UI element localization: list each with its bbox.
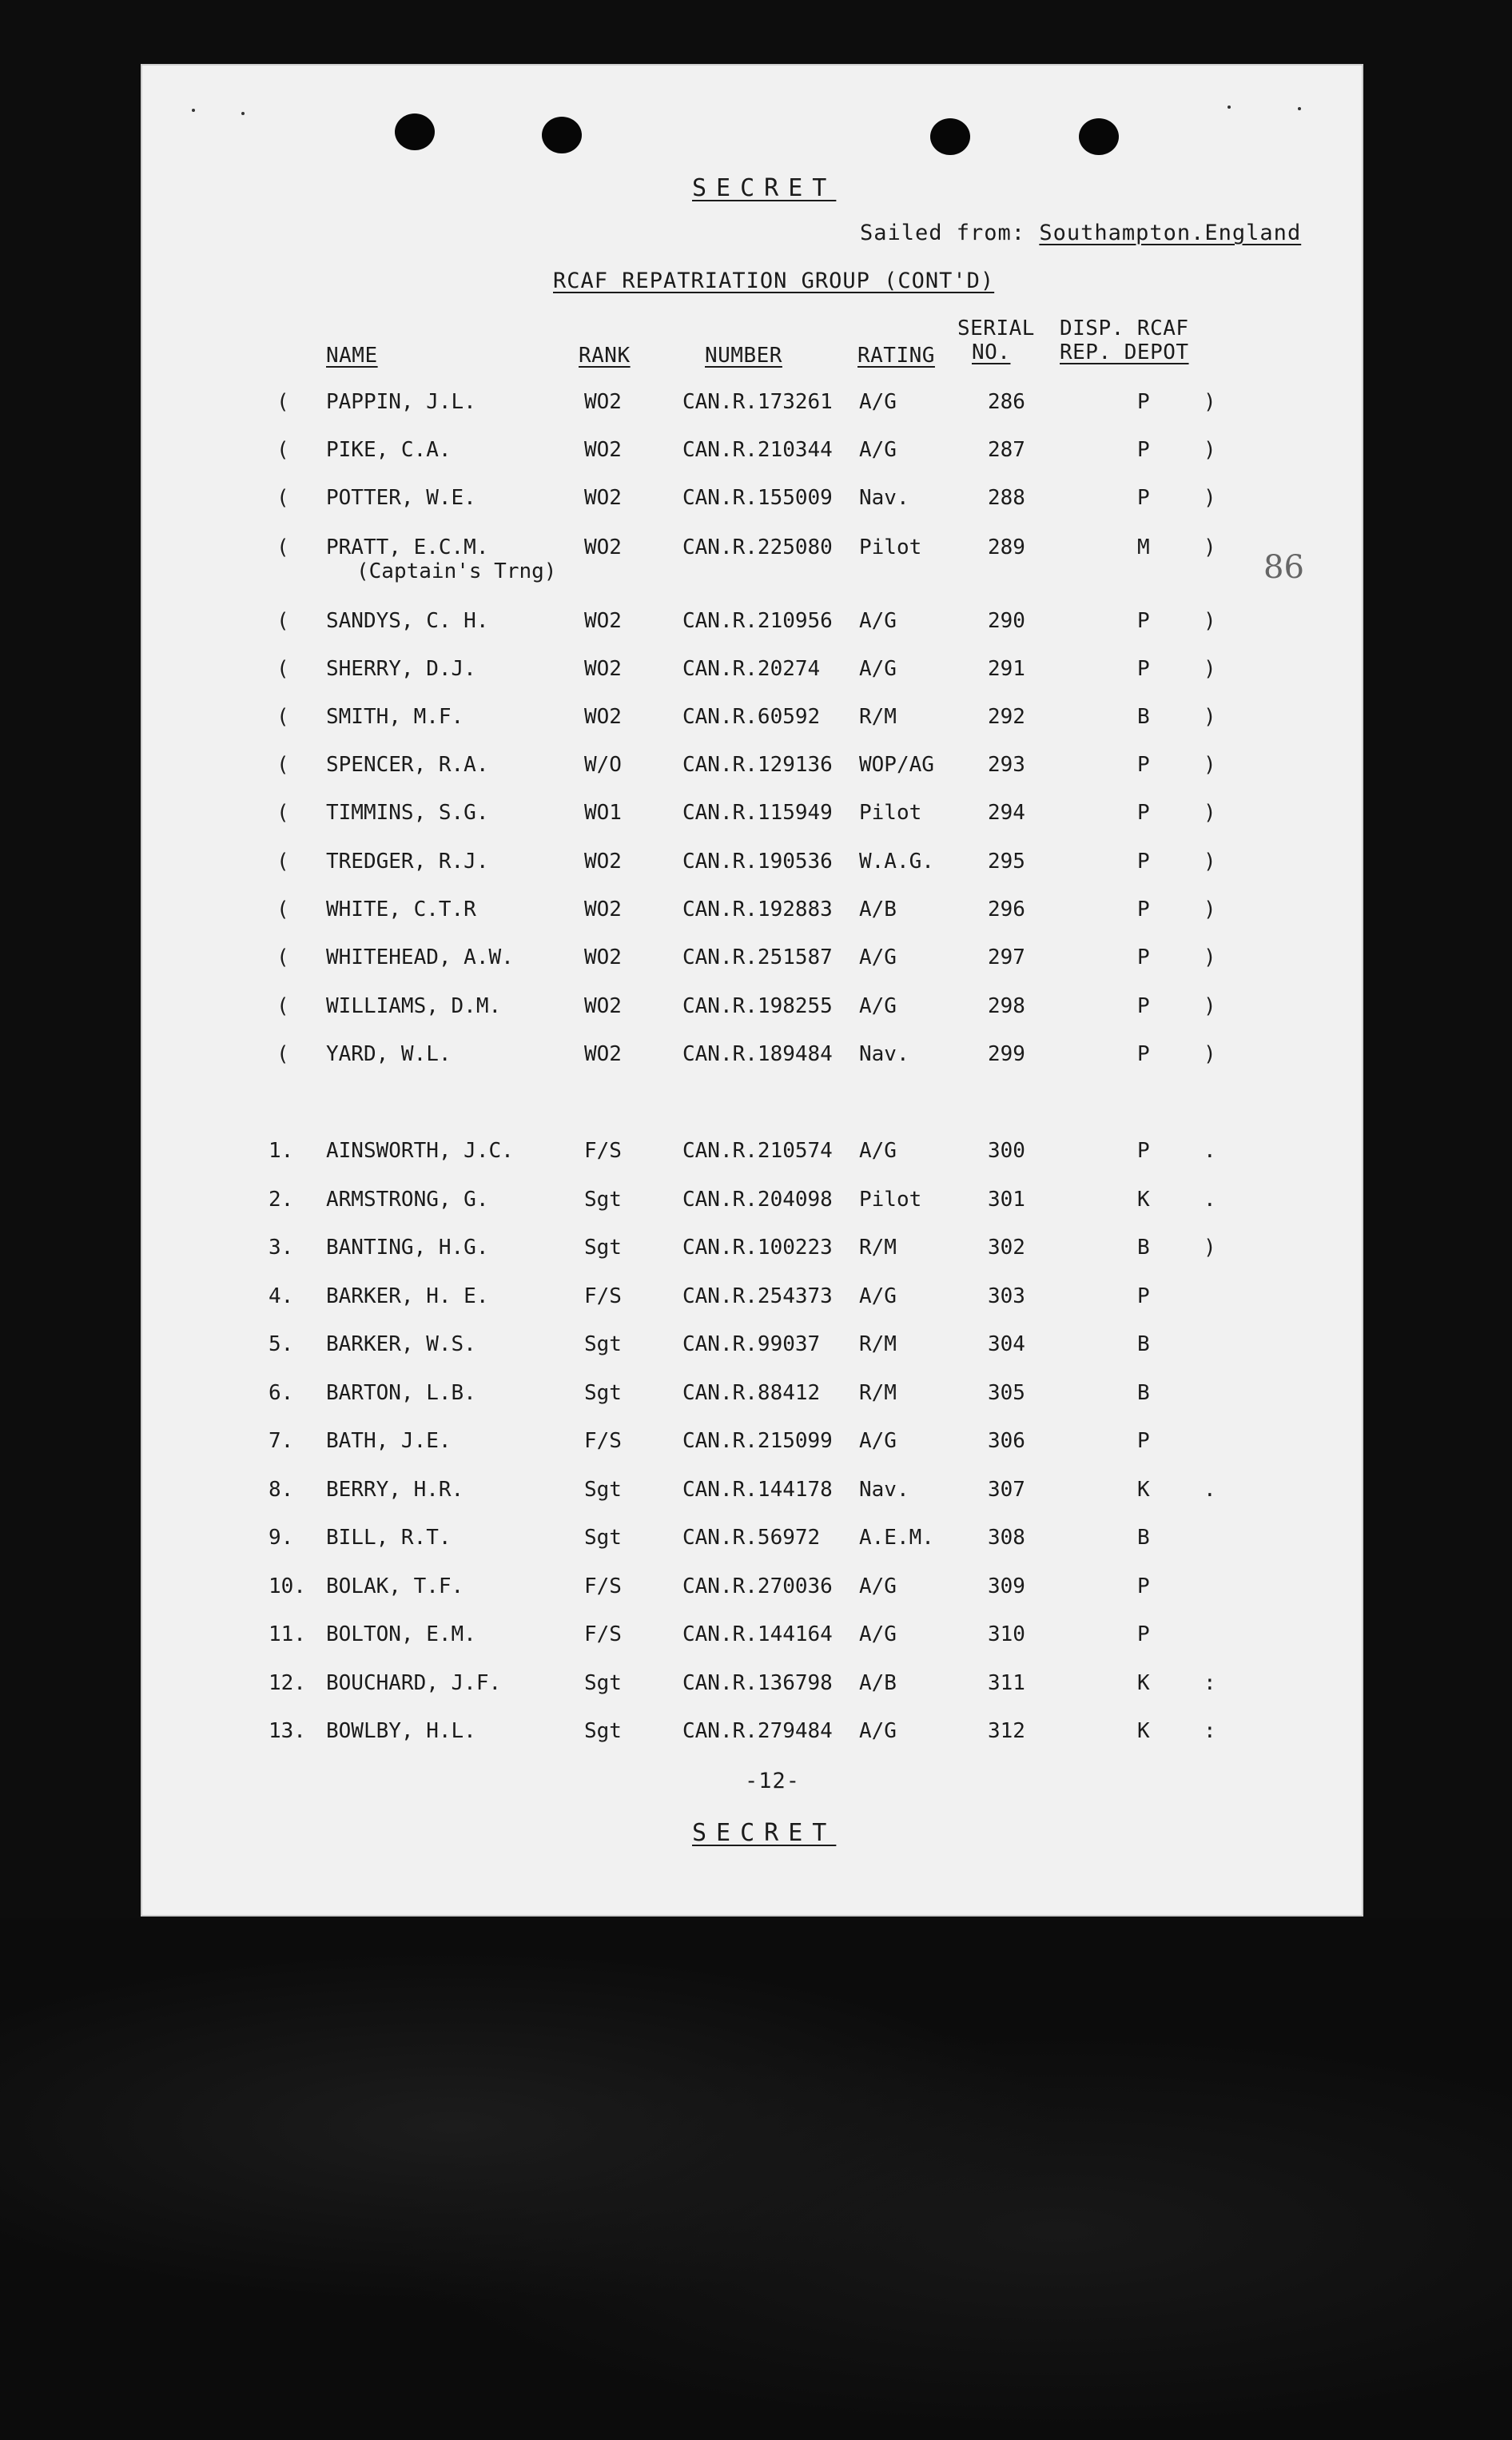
row-rank: W/O bbox=[584, 753, 622, 777]
row-rating: A/B bbox=[859, 898, 897, 921]
table-row bbox=[141, 994, 1363, 1039]
row-depot: P bbox=[1137, 1429, 1150, 1453]
row-number: CAN.R.99037 bbox=[682, 1332, 821, 1356]
row-rating: A/G bbox=[859, 1284, 897, 1308]
margin-page-note: 86 bbox=[1263, 549, 1304, 586]
table-row bbox=[141, 535, 1363, 583]
row-name: TIMMINS, S.G. bbox=[326, 801, 489, 825]
row-name: WILLIAMS, D.M. bbox=[326, 994, 502, 1018]
row-rank: WO1 bbox=[584, 801, 622, 825]
col-header-disp-1: DISP. RCAF bbox=[1060, 316, 1189, 340]
row-index: 2. bbox=[269, 1188, 294, 1212]
row-open-bracket: ( bbox=[277, 801, 289, 825]
row-index: 9. bbox=[269, 1526, 294, 1550]
row-open-bracket: ( bbox=[277, 609, 289, 633]
row-name: PAPPIN, J.L. bbox=[326, 390, 476, 414]
row-rank: WO2 bbox=[584, 609, 622, 633]
row-depot: P bbox=[1137, 801, 1150, 825]
row-number: CAN.R.192883 bbox=[682, 898, 833, 921]
row-depot: P bbox=[1137, 994, 1150, 1018]
row-depot: P bbox=[1137, 1139, 1150, 1163]
row-index: 8. bbox=[269, 1478, 294, 1502]
row-rating: Nav. bbox=[859, 1042, 909, 1066]
row-number: CAN.R.144178 bbox=[682, 1478, 833, 1502]
row-depot: P bbox=[1137, 945, 1150, 969]
row-name: BANTING, H.G. bbox=[326, 1236, 489, 1260]
row-serial: 307 bbox=[988, 1478, 1025, 1502]
row-rating: A/G bbox=[859, 1622, 897, 1646]
row-depot: B bbox=[1137, 1381, 1150, 1405]
col-header-rank: RANK bbox=[579, 344, 631, 368]
row-depot: K bbox=[1137, 1478, 1150, 1502]
row-close-bracket: ) bbox=[1204, 945, 1216, 969]
sailed-from bbox=[860, 221, 1301, 245]
row-rating: WOP/AG bbox=[859, 753, 934, 777]
row-open-bracket: ( bbox=[277, 1042, 289, 1066]
row-depot: P bbox=[1137, 850, 1150, 874]
row-rank: Sgt bbox=[584, 1526, 622, 1550]
punch-hole-3 bbox=[930, 118, 970, 155]
group-title: RCAF REPATRIATION GROUP (CONT'D) bbox=[553, 269, 995, 293]
row-close-mark: . bbox=[1204, 1188, 1216, 1212]
row-index: 7. bbox=[269, 1429, 294, 1453]
row-number: CAN.R.225080 bbox=[682, 535, 833, 559]
row-number: CAN.R.129136 bbox=[682, 753, 833, 777]
col-header-number: NUMBER bbox=[705, 344, 782, 368]
row-name-note: (Captain's Trng) bbox=[356, 559, 557, 583]
row-name: BOUCHARD, J.F. bbox=[326, 1671, 502, 1695]
row-open-bracket: ( bbox=[277, 438, 289, 462]
punch-hole-4 bbox=[1079, 118, 1119, 155]
row-name: SHERRY, D.J. bbox=[326, 657, 476, 681]
row-number: CAN.R.56972 bbox=[682, 1526, 821, 1550]
row-rank: F/S bbox=[584, 1622, 622, 1646]
table-row bbox=[141, 705, 1363, 750]
row-serial: 309 bbox=[988, 1574, 1025, 1598]
row-serial: 310 bbox=[988, 1622, 1025, 1646]
row-rating: A/G bbox=[859, 390, 897, 414]
row-rating: R/M bbox=[859, 1236, 897, 1260]
row-close-bracket: ) bbox=[1204, 705, 1216, 729]
row-name: SPENCER, R.A. bbox=[326, 753, 489, 777]
row-rank: WO2 bbox=[584, 850, 622, 874]
table-row bbox=[141, 1429, 1363, 1474]
col-header-name: NAME bbox=[326, 344, 378, 368]
row-number: CAN.R.100223 bbox=[682, 1236, 833, 1260]
row-serial: 299 bbox=[988, 1042, 1025, 1066]
row-serial: 287 bbox=[988, 438, 1025, 462]
row-rank: F/S bbox=[584, 1574, 622, 1598]
col-header-serial-2: NO. bbox=[972, 340, 1011, 364]
table-row bbox=[141, 657, 1363, 702]
row-close-bracket: ) bbox=[1204, 438, 1216, 462]
row-open-bracket: ( bbox=[277, 898, 289, 921]
row-open-bracket: ( bbox=[277, 657, 289, 681]
row-close-mark: ) bbox=[1204, 1236, 1216, 1260]
table-row bbox=[141, 486, 1363, 531]
row-open-bracket: ( bbox=[277, 994, 289, 1018]
row-rank: WO2 bbox=[584, 945, 622, 969]
row-rating: A/G bbox=[859, 657, 897, 681]
row-serial: 304 bbox=[988, 1332, 1025, 1356]
row-number: CAN.R.189484 bbox=[682, 1042, 833, 1066]
row-close-bracket: ) bbox=[1204, 1042, 1216, 1066]
row-number: CAN.R.279484 bbox=[682, 1719, 833, 1743]
row-depot: B bbox=[1137, 1526, 1150, 1550]
row-depot: P bbox=[1137, 1622, 1150, 1646]
table-row bbox=[141, 1574, 1363, 1619]
row-close-mark: : bbox=[1204, 1719, 1216, 1743]
col-header-rating: RATING bbox=[857, 344, 935, 368]
row-serial: 292 bbox=[988, 705, 1025, 729]
row-serial: 291 bbox=[988, 657, 1025, 681]
row-serial: 303 bbox=[988, 1284, 1025, 1308]
row-close-bracket: ) bbox=[1204, 753, 1216, 777]
row-index: 6. bbox=[269, 1381, 294, 1405]
row-close-mark: : bbox=[1204, 1671, 1216, 1695]
col-header-disp-2: REP. DEPOT bbox=[1060, 340, 1189, 364]
row-index: 11. bbox=[269, 1622, 306, 1646]
row-rating: R/M bbox=[859, 705, 897, 729]
row-rating: W.A.G. bbox=[859, 850, 934, 874]
row-rating: R/M bbox=[859, 1381, 897, 1405]
table-row bbox=[141, 390, 1363, 435]
row-rating: A/G bbox=[859, 945, 897, 969]
row-number: CAN.R.210574 bbox=[682, 1139, 833, 1163]
row-index: 10. bbox=[269, 1574, 306, 1598]
row-number: CAN.R.60592 bbox=[682, 705, 821, 729]
row-serial: 288 bbox=[988, 486, 1025, 510]
row-rank: Sgt bbox=[584, 1236, 622, 1260]
table-row bbox=[141, 1478, 1363, 1523]
row-open-bracket: ( bbox=[277, 753, 289, 777]
row-name: PIKE, C.A. bbox=[326, 438, 452, 462]
row-close-bracket: ) bbox=[1204, 994, 1216, 1018]
row-serial: 293 bbox=[988, 753, 1025, 777]
row-rank: Sgt bbox=[584, 1478, 622, 1502]
row-open-bracket: ( bbox=[277, 705, 289, 729]
speck bbox=[192, 109, 195, 112]
row-name: BARKER, H. E. bbox=[326, 1284, 489, 1308]
row-depot: B bbox=[1137, 1236, 1150, 1260]
row-depot: P bbox=[1137, 609, 1150, 633]
row-number: CAN.R.254373 bbox=[682, 1284, 833, 1308]
scanner-background bbox=[0, 1918, 1512, 2440]
row-rating: A/G bbox=[859, 438, 897, 462]
row-rating: A/G bbox=[859, 1139, 897, 1163]
row-number: CAN.R.204098 bbox=[682, 1188, 833, 1212]
table-row bbox=[141, 1622, 1363, 1667]
row-rank: WO2 bbox=[584, 898, 622, 921]
speck bbox=[1228, 105, 1231, 109]
document-page bbox=[141, 64, 1363, 1917]
row-name: TREDGER, R.J. bbox=[326, 850, 489, 874]
row-name: WHITE, C.T.R bbox=[326, 898, 476, 921]
col-header-serial-1: SERIAL bbox=[957, 316, 1035, 340]
table-row bbox=[141, 1332, 1363, 1377]
row-close-bracket: ) bbox=[1204, 609, 1216, 633]
row-rank: WO2 bbox=[584, 438, 622, 462]
row-open-bracket: ( bbox=[277, 390, 289, 414]
row-number: CAN.R.136798 bbox=[682, 1671, 833, 1695]
row-index: 12. bbox=[269, 1671, 306, 1695]
row-rating: A/G bbox=[859, 609, 897, 633]
row-open-bracket: ( bbox=[277, 850, 289, 874]
top-secret-stamp: SECRET bbox=[692, 174, 837, 202]
row-serial: 286 bbox=[988, 390, 1025, 414]
row-close-bracket: ) bbox=[1204, 657, 1216, 681]
row-rating: A.E.M. bbox=[859, 1526, 934, 1550]
row-number: CAN.R.173261 bbox=[682, 390, 833, 414]
table-row bbox=[141, 1381, 1363, 1426]
table-row bbox=[141, 1236, 1363, 1280]
row-name: BERRY, H.R. bbox=[326, 1478, 464, 1502]
sailed-place: Southampton.England bbox=[1039, 221, 1302, 245]
row-name: POTTER, W.E. bbox=[326, 486, 476, 510]
row-number: CAN.R.20274 bbox=[682, 657, 821, 681]
row-rank: WO2 bbox=[584, 994, 622, 1018]
row-depot: P bbox=[1137, 1574, 1150, 1598]
row-serial: 311 bbox=[988, 1671, 1025, 1695]
row-open-bracket: ( bbox=[277, 486, 289, 510]
row-serial: 296 bbox=[988, 898, 1025, 921]
row-number: CAN.R.144164 bbox=[682, 1622, 833, 1646]
row-rank: WO2 bbox=[584, 1042, 622, 1066]
row-number: CAN.R.198255 bbox=[682, 994, 833, 1018]
row-close-bracket: ) bbox=[1204, 850, 1216, 874]
row-serial: 297 bbox=[988, 945, 1025, 969]
row-serial: 294 bbox=[988, 801, 1025, 825]
row-name: BATH, J.E. bbox=[326, 1429, 452, 1453]
row-number: CAN.R.115949 bbox=[682, 801, 833, 825]
table-row bbox=[141, 1139, 1363, 1184]
row-rank: F/S bbox=[584, 1284, 622, 1308]
row-serial: 306 bbox=[988, 1429, 1025, 1453]
row-depot: P bbox=[1137, 438, 1150, 462]
row-serial: 300 bbox=[988, 1139, 1025, 1163]
row-rating: A/G bbox=[859, 994, 897, 1018]
row-depot: M bbox=[1137, 535, 1150, 559]
row-name: BARTON, L.B. bbox=[326, 1381, 476, 1405]
row-close-bracket: ) bbox=[1204, 898, 1216, 921]
row-name: BILL, R.T. bbox=[326, 1526, 452, 1550]
row-name: SANDYS, C. H. bbox=[326, 609, 489, 633]
row-name: BOLTON, E.M. bbox=[326, 1622, 476, 1646]
row-name: AINSWORTH, J.C. bbox=[326, 1139, 514, 1163]
row-serial: 298 bbox=[988, 994, 1025, 1018]
row-rating: Pilot bbox=[859, 535, 922, 559]
row-rank: Sgt bbox=[584, 1381, 622, 1405]
punch-hole-2 bbox=[542, 117, 582, 153]
row-index: 13. bbox=[269, 1719, 306, 1743]
row-rank: WO2 bbox=[584, 486, 622, 510]
row-rating: Nav. bbox=[859, 486, 909, 510]
row-rank: F/S bbox=[584, 1139, 622, 1163]
row-number: CAN.R.251587 bbox=[682, 945, 833, 969]
row-depot: P bbox=[1137, 657, 1150, 681]
row-name: WHITEHEAD, A.W. bbox=[326, 945, 514, 969]
page-number: -12- bbox=[745, 1769, 801, 1793]
row-serial: 290 bbox=[988, 609, 1025, 633]
row-rank: Sgt bbox=[584, 1719, 622, 1743]
row-serial: 305 bbox=[988, 1381, 1025, 1405]
row-number: CAN.R.155009 bbox=[682, 486, 833, 510]
speck bbox=[241, 112, 245, 115]
row-depot: P bbox=[1137, 390, 1150, 414]
row-number: CAN.R.270036 bbox=[682, 1574, 833, 1598]
row-name: BARKER, W.S. bbox=[326, 1332, 476, 1356]
table-row bbox=[141, 1671, 1363, 1716]
row-depot: P bbox=[1137, 898, 1150, 921]
row-close-bracket: ) bbox=[1204, 486, 1216, 510]
row-depot: P bbox=[1137, 753, 1150, 777]
row-name: YARD, W.L. bbox=[326, 1042, 452, 1066]
row-depot: K bbox=[1137, 1188, 1150, 1212]
row-serial: 308 bbox=[988, 1526, 1025, 1550]
row-serial: 312 bbox=[988, 1719, 1025, 1743]
row-number: CAN.R.210956 bbox=[682, 609, 833, 633]
row-open-bracket: ( bbox=[277, 945, 289, 969]
row-rank: WO2 bbox=[584, 705, 622, 729]
sailed-label: Sailed from: bbox=[860, 221, 1026, 245]
row-rank: WO2 bbox=[584, 390, 622, 414]
row-rating: Pilot bbox=[859, 801, 922, 825]
row-number: CAN.R.88412 bbox=[682, 1381, 821, 1405]
row-close-bracket: ) bbox=[1204, 390, 1216, 414]
row-rank: F/S bbox=[584, 1429, 622, 1453]
table-row bbox=[141, 945, 1363, 990]
table-row bbox=[141, 1284, 1363, 1329]
speck bbox=[1298, 107, 1301, 110]
row-open-bracket: ( bbox=[277, 535, 289, 559]
row-number: CAN.R.215099 bbox=[682, 1429, 833, 1453]
punch-hole-1 bbox=[395, 113, 435, 150]
row-index: 3. bbox=[269, 1236, 294, 1260]
row-rating: Pilot bbox=[859, 1188, 922, 1212]
table-row bbox=[141, 753, 1363, 798]
row-rating: A/B bbox=[859, 1671, 897, 1695]
table-row bbox=[141, 1042, 1363, 1087]
row-depot: K bbox=[1137, 1671, 1150, 1695]
row-depot: P bbox=[1137, 1042, 1150, 1066]
row-rank: WO2 bbox=[584, 657, 622, 681]
row-rating: A/G bbox=[859, 1429, 897, 1453]
row-close-bracket: ) bbox=[1204, 535, 1216, 559]
row-serial: 301 bbox=[988, 1188, 1025, 1212]
row-serial: 289 bbox=[988, 535, 1025, 559]
row-name: PRATT, E.C.M. bbox=[326, 535, 489, 559]
row-number: CAN.R.190536 bbox=[682, 850, 833, 874]
row-serial: 295 bbox=[988, 850, 1025, 874]
row-depot: B bbox=[1137, 705, 1150, 729]
row-close-bracket: ) bbox=[1204, 801, 1216, 825]
table-row bbox=[141, 1719, 1363, 1764]
bottom-secret-stamp: SECRET bbox=[692, 1819, 837, 1847]
table-row bbox=[141, 1188, 1363, 1232]
row-depot: B bbox=[1137, 1332, 1150, 1356]
row-rating: A/G bbox=[859, 1574, 897, 1598]
row-depot: P bbox=[1137, 1284, 1150, 1308]
row-index: 1. bbox=[269, 1139, 294, 1163]
row-close-mark: . bbox=[1204, 1478, 1216, 1502]
row-rating: Nav. bbox=[859, 1478, 909, 1502]
row-rank: Sgt bbox=[584, 1332, 622, 1356]
table-row bbox=[141, 609, 1363, 654]
row-rating: R/M bbox=[859, 1332, 897, 1356]
row-name: ARMSTRONG, G. bbox=[326, 1188, 489, 1212]
row-index: 4. bbox=[269, 1284, 294, 1308]
row-index: 5. bbox=[269, 1332, 294, 1356]
table-row bbox=[141, 801, 1363, 846]
row-name: SMITH, M.F. bbox=[326, 705, 464, 729]
table-row bbox=[141, 1526, 1363, 1570]
table-row bbox=[141, 438, 1363, 483]
table-row bbox=[141, 898, 1363, 942]
row-depot: K bbox=[1137, 1719, 1150, 1743]
row-name: BOWLBY, H.L. bbox=[326, 1719, 476, 1743]
row-rank: Sgt bbox=[584, 1671, 622, 1695]
row-rank: WO2 bbox=[584, 535, 622, 559]
row-serial: 302 bbox=[988, 1236, 1025, 1260]
row-rank: Sgt bbox=[584, 1188, 622, 1212]
row-depot: P bbox=[1137, 486, 1150, 510]
table-row bbox=[141, 850, 1363, 894]
row-number: CAN.R.210344 bbox=[682, 438, 833, 462]
row-rating: A/G bbox=[859, 1719, 897, 1743]
row-name: BOLAK, T.F. bbox=[326, 1574, 464, 1598]
row-close-mark: . bbox=[1204, 1139, 1216, 1163]
